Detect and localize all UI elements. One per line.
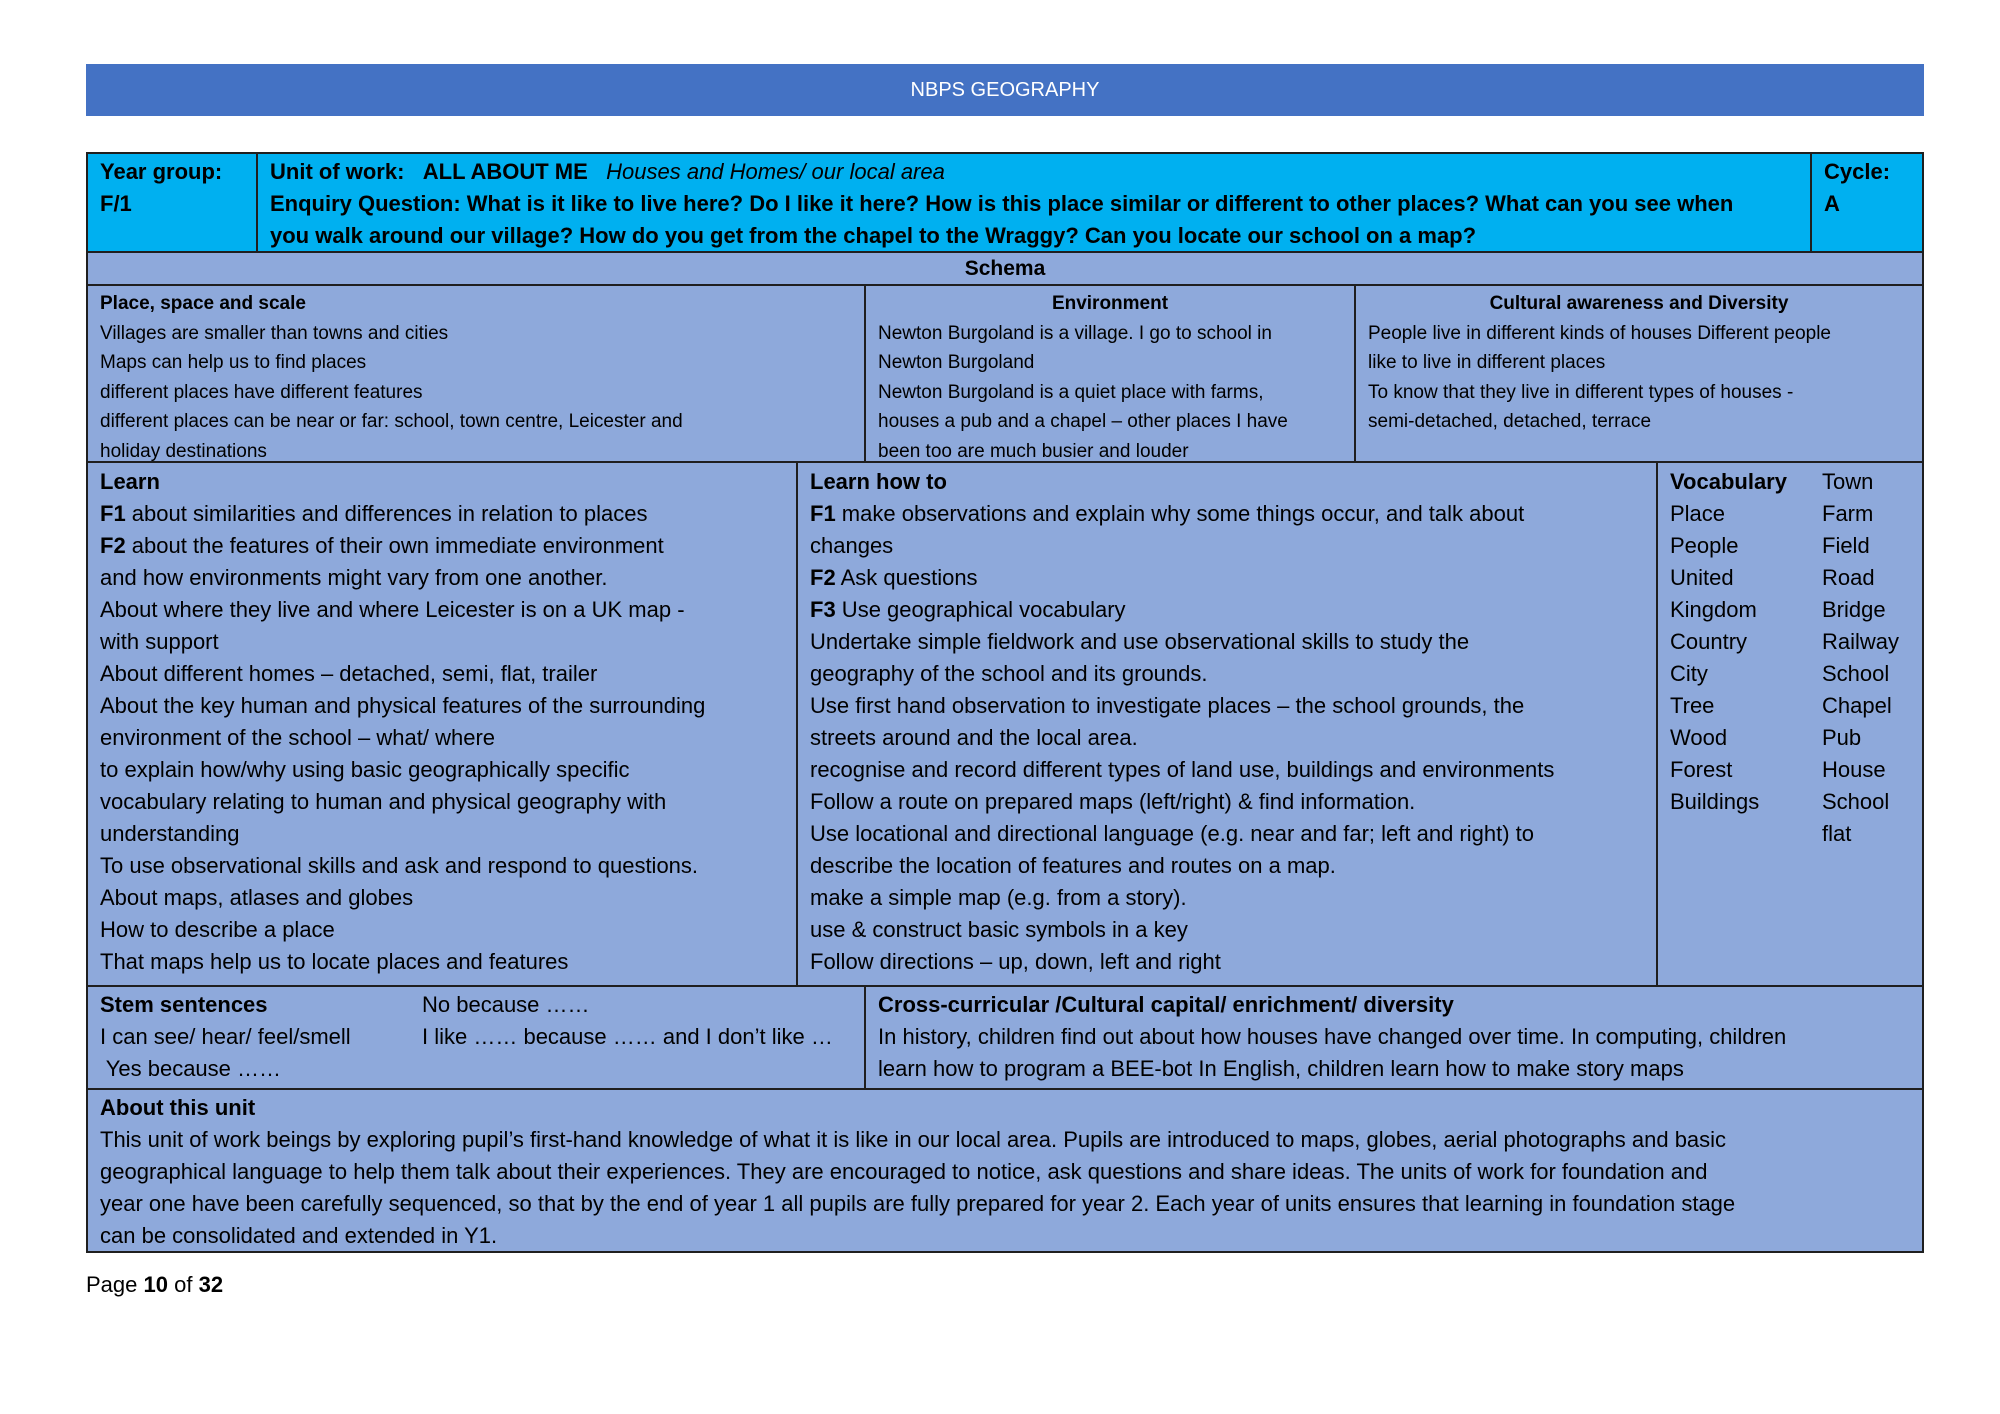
place-space-scale-cell	[88, 286, 864, 461]
vocabulary-word: flat	[1822, 821, 1852, 846]
learn-line: About different homes – detached, semi, flat, trailer	[100, 661, 598, 686]
learn-line: and how environments might vary from one another.	[100, 565, 608, 590]
environment-line: houses a pub and a chapel – other places I have	[878, 411, 1288, 432]
learn-f2-text: about the features of their own immediate environment	[125, 533, 664, 558]
stem-sentence: Yes because ……	[100, 1056, 282, 1081]
vocabulary-word: Pub	[1822, 725, 1862, 750]
schema-title: Schema	[964, 256, 1046, 280]
place-line: different places have different features	[100, 381, 423, 403]
vocabulary-word: Buildings	[1670, 789, 1760, 814]
vocabulary-word: Bridge	[1822, 597, 1886, 622]
cultural-awareness-cell	[1354, 286, 1922, 461]
unit-plan-table	[86, 152, 1924, 1253]
unit-subtitle: Houses and Homes/ our local area	[606, 159, 945, 184]
place-line: Villages are smaller than towns and cities	[100, 322, 449, 344]
place-heading: Place, space and scale	[100, 293, 306, 314]
stem-sentence: I like …… because …… and I don’t like …	[422, 1024, 833, 1049]
stem-heading: Stem sentences	[100, 992, 268, 1017]
learn-line: environment of the school – what/ where	[100, 725, 496, 750]
stem-sentences-cell	[88, 987, 864, 1088]
vocabulary-word: Tree	[1670, 693, 1715, 718]
environment-line: Newton Burgoland is a village. I go to school in	[878, 322, 1272, 344]
cross-curricular-cell	[864, 987, 1922, 1088]
cultural-heading: Cultural awareness and Diversity	[1489, 293, 1789, 314]
cross-heading: Cross-curricular /Cultural capital/ enrichment/ diversity	[878, 992, 1454, 1017]
page-word: Page	[86, 1272, 138, 1297]
cultural-line: like to live in different places	[1368, 352, 1606, 373]
about-unit-cell	[88, 1090, 1922, 1251]
vocabulary-word: Town	[1822, 469, 1874, 494]
enquiry-question-line-1: Enquiry Question: What is it like to live here? Do I like it here? How is this place similar or different to other places? What can you see when	[270, 191, 1734, 216]
page-current: 10	[143, 1272, 168, 1297]
vocabulary-word: Kingdom	[1670, 597, 1757, 622]
vocabulary-word: Road	[1822, 565, 1875, 590]
learn-line: to explain how/why using basic geographically specific	[100, 757, 630, 782]
vocabulary-word: City	[1670, 661, 1708, 686]
learn-how-line: Follow directions – up, down, left and right	[810, 949, 1221, 974]
about-line: This unit of work beings by exploring pupil’s first-hand knowledge of what it is like in our local area. Pupils are introduced to maps, globes, aerial photographs and basic	[100, 1127, 1727, 1152]
page-total: 32	[198, 1272, 224, 1297]
unit-label: Unit of work:	[270, 159, 405, 184]
vocabulary-cell	[1656, 463, 1922, 985]
cycle-cell	[1810, 154, 1922, 251]
learn-how-f1-label: F1	[810, 501, 836, 526]
environment-line: Newton Burgoland	[878, 352, 1035, 373]
learn-how-cell	[796, 463, 1656, 985]
cycle-value: A	[1824, 191, 1840, 216]
learn-line: with support	[100, 629, 219, 654]
about-row	[88, 1088, 1922, 1251]
place-line: Maps can help us to find places	[100, 352, 367, 373]
year-group-value: F/1	[100, 191, 132, 216]
cycle-label: Cycle:	[1824, 159, 1891, 184]
place-line: holiday destinations	[100, 440, 267, 462]
year-group-cell	[88, 154, 256, 251]
header-row	[88, 154, 1922, 251]
vocabulary-word: Farm	[1822, 501, 1874, 526]
learn-how-f2-text: Ask questions	[835, 565, 978, 590]
vocabulary-word: Field	[1822, 533, 1870, 558]
learn-line: To use observational skills and ask and respond to questions.	[100, 853, 699, 878]
learn-how-line: Undertake simple fieldwork and use observational skills to study the	[810, 629, 1470, 654]
learn-f1-label: F1	[100, 501, 126, 526]
schema-title-row	[88, 251, 1922, 284]
vocabulary-word: House	[1822, 757, 1886, 782]
learn-f1-text: about similarities and differences in relation to places	[125, 501, 648, 526]
page-banner: NBPS GEOGRAPHY	[86, 64, 1924, 116]
learn-line: vocabulary relating to human and physical geography with	[100, 789, 667, 814]
year-group-label: Year group:	[100, 159, 223, 184]
learn-how-line: streets around and the local area.	[810, 725, 1138, 750]
about-heading: About this unit	[100, 1095, 256, 1120]
place-line: different places can be near or far: school, town centre, Leicester and	[100, 411, 683, 432]
environment-line: Newton Burgoland is a quiet place with farms,	[878, 381, 1264, 403]
learn-f2-label: F2	[100, 533, 126, 558]
page-number	[86, 1272, 223, 1298]
cultural-line: semi-detached, detached, terrace	[1368, 411, 1652, 432]
learn-how-line: describe the location of features and routes on a map.	[810, 853, 1336, 878]
cultural-line: To know that they live in different types of houses -	[1368, 381, 1794, 403]
learn-line: About maps, atlases and globes	[100, 885, 414, 910]
learn-line: How to describe a place	[100, 917, 335, 942]
learn-how-f3-text: Use geographical vocabulary	[835, 597, 1126, 622]
learn-how-f1-text: make observations and explain why some things occur, and talk about	[835, 501, 1525, 526]
learn-line: understanding	[100, 821, 240, 846]
learn-how-f2-label: F2	[810, 565, 836, 590]
learn-line: About where they live and where Leicester is on a UK map -	[100, 597, 685, 622]
cultural-line: People live in different kinds of houses Different people	[1368, 322, 1831, 344]
learn-how-line: geography of the school and its grounds.	[810, 661, 1208, 686]
vocabulary-word: United	[1670, 565, 1734, 590]
enquiry-question-line-2: you walk around our village? How do you get from the chapel to the Wraggy? Can you locate our school on a map?	[270, 223, 1477, 248]
vocabulary-word: School	[1822, 789, 1890, 814]
stem-cross-row	[88, 985, 1922, 1088]
vocabulary-word: People	[1670, 533, 1739, 558]
vocabulary-heading: Vocabulary	[1670, 469, 1787, 494]
vocabulary-word: School	[1822, 661, 1890, 686]
environment-heading: Environment	[1051, 293, 1169, 314]
vocabulary-word: Chapel	[1822, 693, 1892, 718]
schema-row	[88, 284, 1922, 461]
cross-line: In history, children find out about how houses have changed over time. In computing, children	[878, 1024, 1787, 1049]
of-word: of	[174, 1272, 193, 1297]
stem-sentence: No because ……	[422, 992, 590, 1017]
learn-cell	[88, 463, 796, 985]
learn-line: About the key human and physical features of the surrounding	[100, 693, 706, 718]
learn-how-heading: Learn how to	[810, 469, 947, 494]
cross-line: learn how to program a BEE-bot In English, children learn how to make story maps	[878, 1056, 1684, 1081]
learn-how-f1-cont: changes	[810, 533, 894, 558]
environment-cell	[864, 286, 1354, 461]
vocabulary-word: Country	[1670, 629, 1748, 654]
learn-heading: Learn	[100, 469, 160, 494]
learn-how-line: Follow a route on prepared maps (left/right) & find information.	[810, 789, 1416, 814]
vocabulary-word: Place	[1670, 501, 1726, 526]
unit-cell	[256, 154, 1810, 251]
unit-title: ALL ABOUT ME	[422, 159, 588, 184]
learn-how-line: Use locational and directional language (e.g. near and far; left and right) to	[810, 821, 1535, 846]
learn-how-line: recognise and record different types of land use, buildings and environments	[810, 757, 1555, 782]
vocabulary-word: Wood	[1670, 725, 1728, 750]
about-line: year one have been carefully sequenced, so that by the end of year 1 all pupils are fully prepared for year 2. Each year of units ensures that learning in foundation stage	[100, 1191, 1736, 1216]
environment-line: been too are much busier and louder	[878, 440, 1189, 462]
vocabulary-word: Railway	[1822, 629, 1900, 654]
learn-how-line: use & construct basic symbols in a key	[810, 917, 1188, 942]
learn-how-f3-label: F3	[810, 597, 836, 622]
learn-line: That maps help us to locate places and features	[100, 949, 569, 974]
stem-sentence: I can see/ hear/ feel/smell	[100, 1024, 351, 1049]
vocabulary-column-1	[1670, 466, 1822, 850]
vocabulary-column-2	[1822, 466, 1899, 850]
learn-how-line: make a simple map (e.g. from a story).	[810, 885, 1187, 910]
learn-how-line: Use first hand observation to investigate places – the school grounds, the	[810, 693, 1525, 718]
vocabulary-word: Forest	[1670, 757, 1733, 782]
about-line: can be consolidated and extended in Y1.	[100, 1223, 498, 1248]
learning-row	[88, 461, 1922, 985]
about-line: geographical language to help them talk about their experiences. They are encouraged to notice, ask questions and share ideas. The units of work for foundation and	[100, 1159, 1708, 1184]
